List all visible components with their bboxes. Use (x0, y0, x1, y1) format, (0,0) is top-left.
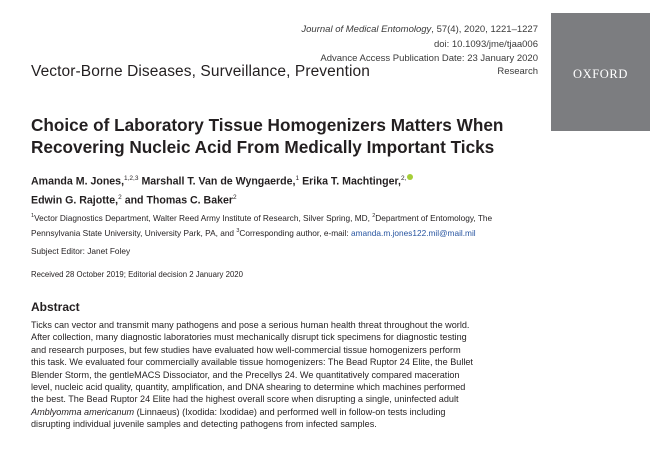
advance-access-date: Advance Access Publication Date: 23 January 2020 (320, 53, 538, 64)
affiliations (31, 210, 611, 240)
species-name: Amblyomma americanum (31, 406, 135, 417)
author-email-link[interactable]: amanda.m.jones122.mil@mail.mil (351, 227, 476, 238)
author-name[interactable]: Erika T. Machtinger, (302, 175, 401, 188)
abstract-line: disrupting individual juvenile samples and detecting pathogens from infected samples. (31, 419, 377, 430)
abstract-line: this task. We evaluated four commercially available tissue homogenizers: The Bead Ruptor 24 Elite, the Bullet (31, 357, 473, 368)
orcid-icon[interactable] (407, 174, 413, 180)
affiliation-sup: 2 (372, 213, 376, 219)
doi-link[interactable]: doi: 10.1093/jme/tjaa006 (433, 38, 538, 50)
author-list (31, 171, 551, 208)
corresponding-label: Corresponding author, e-mail: (239, 227, 352, 238)
abstract-line: level, nucleic acid quality, quantity, amplification, and DNA shearing to determine which machines performed (31, 382, 466, 393)
abstract-text (31, 319, 551, 431)
affiliation-text: Vector Diagnostics Department, Walter Reed Army Institute of Research, Silver Spring, MD, (34, 212, 373, 223)
title-line-2: Recovering Nucleic Acid From Medically Important Ticks (31, 137, 495, 157)
affiliation-text: Pennsylvania State University, University Park, PA, and (31, 227, 237, 238)
journal-section: Vector-Borne Diseases, Surveillance, Prevention (31, 63, 370, 80)
abstract-line: and research purposes, but few studies have evaluated how well-commercial tissue homogenizers perform (31, 344, 461, 355)
abstract-line (31, 406, 551, 418)
article-type: Research (497, 66, 538, 77)
abstract-line: After collection, many diagnostic laboratories must mechanically disrupt tick specimens for diagnostic testing (31, 332, 467, 343)
author-affiliation-sup: 1 (295, 175, 300, 182)
affiliation-text: Department of Entomology, The (375, 212, 493, 223)
citation-details: , 57(4), 2020, 1221–1227 (431, 24, 538, 35)
journal-metadata (218, 23, 538, 67)
abstract-heading: Abstract (31, 300, 80, 314)
author-affiliation-sup: 2 (233, 193, 237, 201)
author-affiliation-sup: 1,2,3 (124, 175, 139, 182)
affiliation-line-2 (31, 225, 611, 240)
author-affiliation-sup: 2, (401, 175, 407, 182)
journal-citation (218, 23, 538, 38)
abstract-line: Blender Storm, the gentleMACS Dissociator, and the Precellys 24. We quantitatively compared maceration (31, 369, 460, 380)
author-name[interactable]: Marshall T. Van de Wyngaerde, (141, 175, 296, 188)
author-name[interactable]: Edwin G. Rajotte, (31, 194, 119, 207)
subject-editor: Subject Editor: Janet Foley (31, 246, 131, 256)
affiliation-sup: 1 (31, 213, 35, 219)
author-name[interactable]: Amanda M. Jones, (31, 175, 125, 188)
abstract-line: Ticks can vector and transmit many pathogens and pose a serious human health threat throughout the world. (31, 320, 470, 330)
received-dates: Received 28 October 2019; Editorial decision 2 January 2020 (31, 270, 243, 279)
journal-name: Journal of Medical Entomology (301, 24, 432, 35)
abstract-line-rest: (Linnaeus) (Ixodida: Ixodidae) and performed well in follow-on tests including (134, 406, 446, 417)
logo-text: OXFORD (573, 67, 628, 81)
title-line-1: Choice of Laboratory Tissue Homogenizers Matters When (31, 115, 504, 135)
affiliation-line-1 (31, 210, 611, 225)
author-line-1 (31, 171, 551, 190)
author-name[interactable]: and Thomas C. Baker (124, 194, 234, 207)
author-line-2 (31, 190, 551, 209)
author-affiliation-sup: 2 (118, 193, 122, 201)
affiliation-sup: 3 (236, 227, 240, 234)
article-title (31, 114, 571, 158)
abstract-line: the best. The Bead Ruptor 24 Elite had the highest overall score when disrupting a single, uninfected adult (31, 394, 459, 405)
